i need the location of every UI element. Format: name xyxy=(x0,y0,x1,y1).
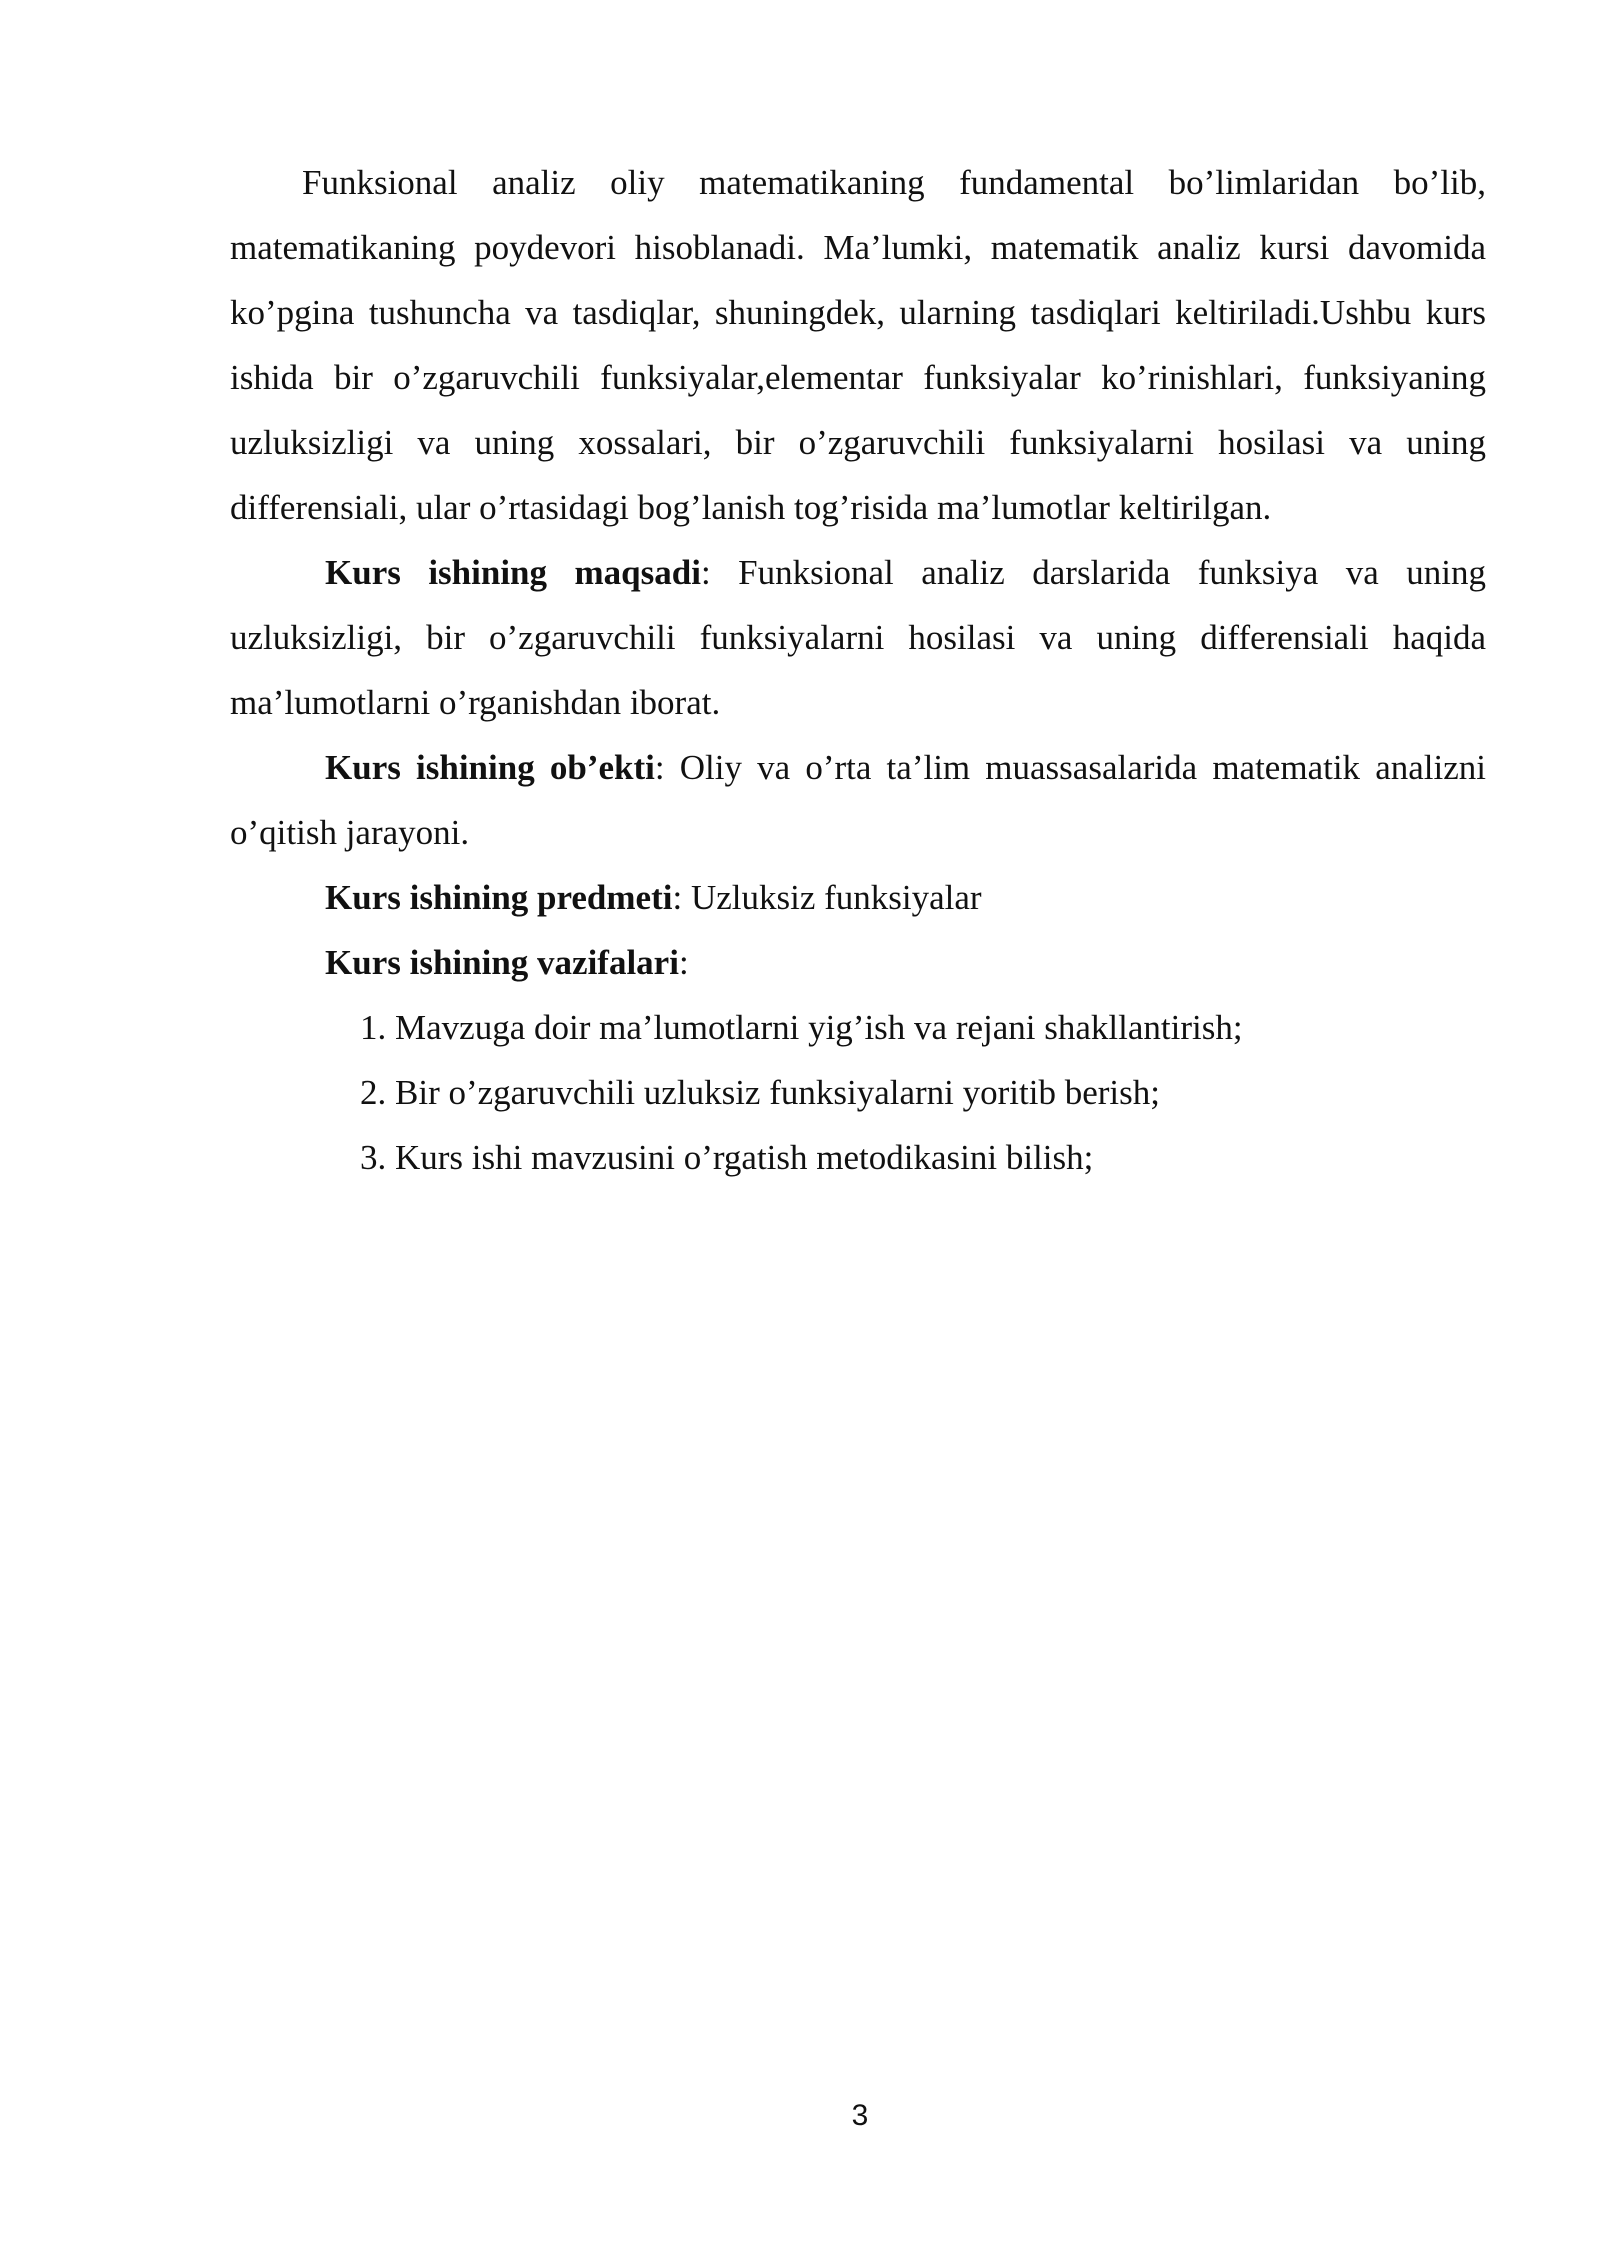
goal-label: Kurs ishining maqsadi xyxy=(325,553,701,592)
subject-separator: : xyxy=(672,878,691,917)
list-item: 1. Mavzuga doir ma’lumotlarni yig’ish va rejani shakllantirish; xyxy=(360,1008,1243,1047)
tasks-list xyxy=(230,995,1486,1190)
object-label: Kurs ishining ob’ekti xyxy=(325,748,655,787)
tasks-label: Kurs ishining vazifalari xyxy=(325,943,679,982)
list-item: 2. Bir o’zgaruvchili uzluksiz funksiyalarni yoritib berish; xyxy=(360,1073,1160,1112)
subject-label: Kurs ishining predmeti xyxy=(325,878,673,917)
goal-text: Funksional analiz darslarida funksiya va uning uzluksizligi, bir o’zgaruvchili funksiyalarni hosilasi va uning differensiali haqida ma’lumotlarni o’rganishdan iborat. xyxy=(230,553,1486,722)
intro-paragraph: Funksional analiz oliy matematikaning fundamental bo’limlaridan bo’lib, matematikaning poydevori hisoblanadi. Ma’lumki, matematik analiz kursi davomida ko’pgina tushuncha va tasdiqlar, shuningdek, ularning tasdiqlari keltiriladi.Ushbu kurs ishida bir o’zgaruvchili funksiyalar,elementar funksiyalar ko’rinishlari, funksiyaning uzluksizligi va uning xossalari, bir o’zgaruvchili funksiyalarni hosilasi va uning differensiali, ular o’rtasidagi bog’lanish tog’risida ma’lumotlar keltirilgan. xyxy=(230,163,1486,527)
goal-paragraph xyxy=(230,540,1486,735)
object-separator: : xyxy=(654,748,680,787)
page-number: 3 xyxy=(851,2099,869,2132)
list-item: 3. Kurs ishi mavzusini o’rgatish metodikasini bilish; xyxy=(360,1138,1094,1177)
document-body xyxy=(230,150,1486,1190)
tasks-separator: : xyxy=(678,943,689,982)
tasks-heading xyxy=(230,930,1486,995)
object-paragraph xyxy=(230,735,1486,865)
subject-paragraph xyxy=(230,865,1486,930)
goal-separator: : xyxy=(700,553,739,592)
object-text: Oliy va o’rta ta’lim muassasalarida matematik analizni o’qitish jarayoni. xyxy=(230,748,1486,852)
subject-text: Uzluksiz funksiyalar xyxy=(690,878,982,917)
